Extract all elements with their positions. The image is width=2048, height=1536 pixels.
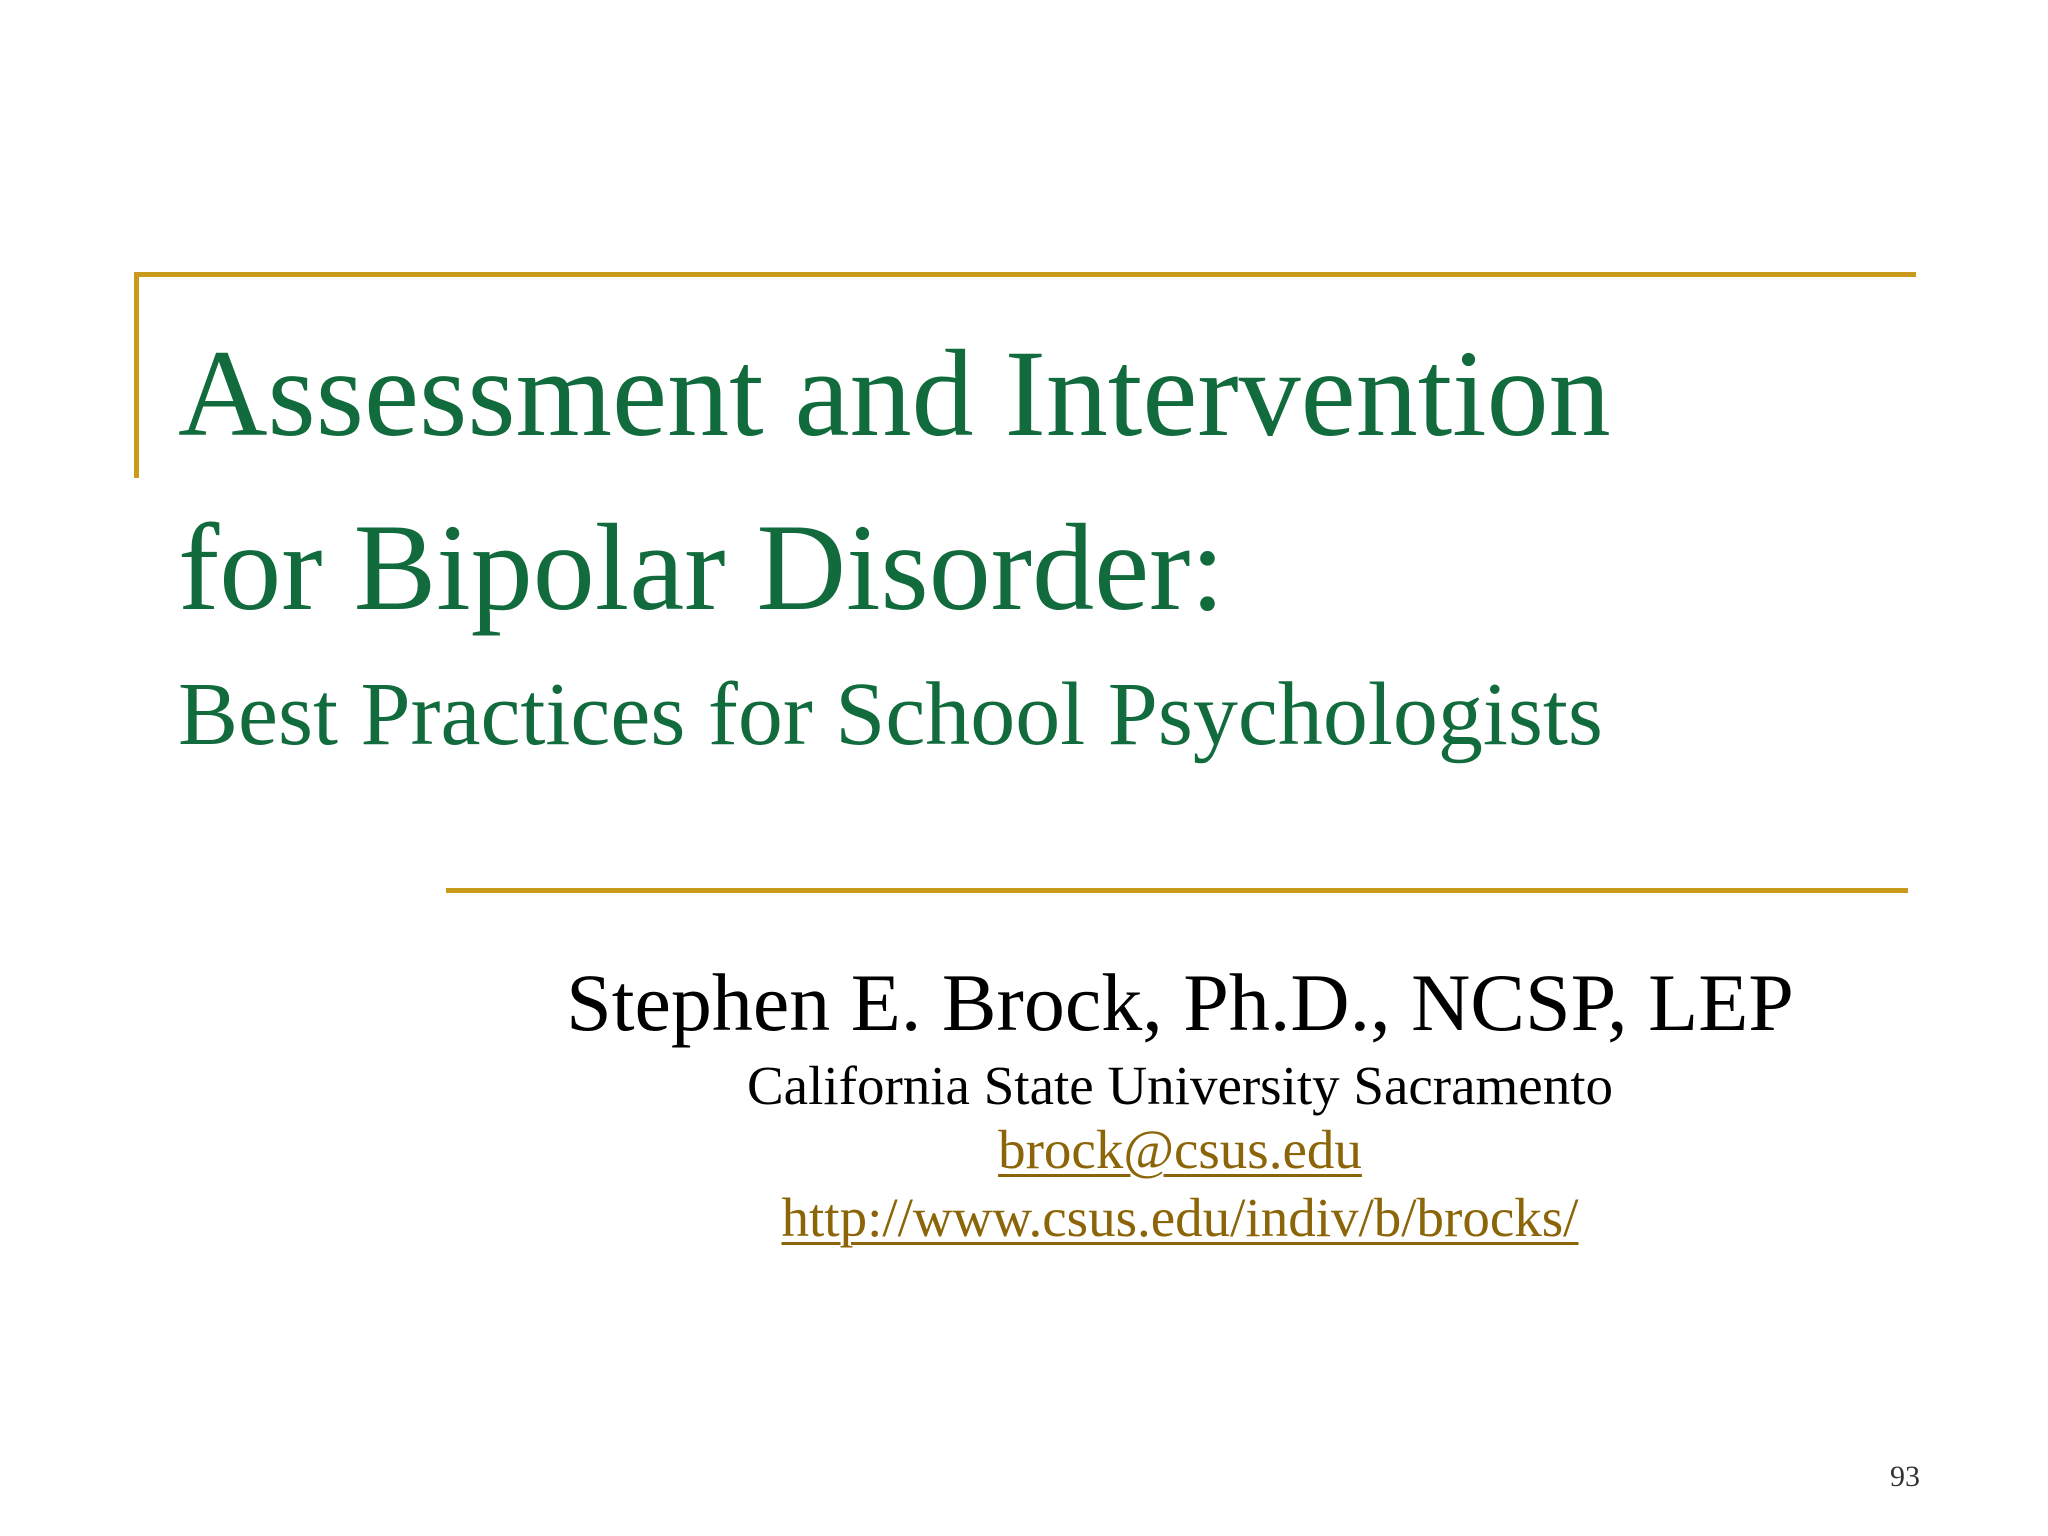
slide-title-line-2: for Bipolar Disorder:: [178, 499, 1225, 636]
url-line: [500, 1187, 1860, 1248]
page-number: 93: [1890, 1460, 1920, 1493]
author-name: Stephen E. Brock, Ph.D., NCSP, LEP: [566, 957, 1794, 1048]
slide-subtitle: Best Practices for School Psychologists: [178, 665, 1603, 764]
author-affiliation: California State University Sacramento: [746, 1055, 1613, 1116]
email-line: [500, 1119, 1860, 1180]
left-rule: [134, 272, 139, 478]
top-rule: [134, 272, 1916, 277]
email-link[interactable]: brock@csus.edu: [998, 1119, 1362, 1180]
slide-title-line-1: Assessment and Intervention: [178, 325, 1611, 462]
website-link[interactable]: http://www.csus.edu/indiv/b/brocks/: [781, 1187, 1579, 1248]
divider-rule: [446, 888, 1908, 893]
